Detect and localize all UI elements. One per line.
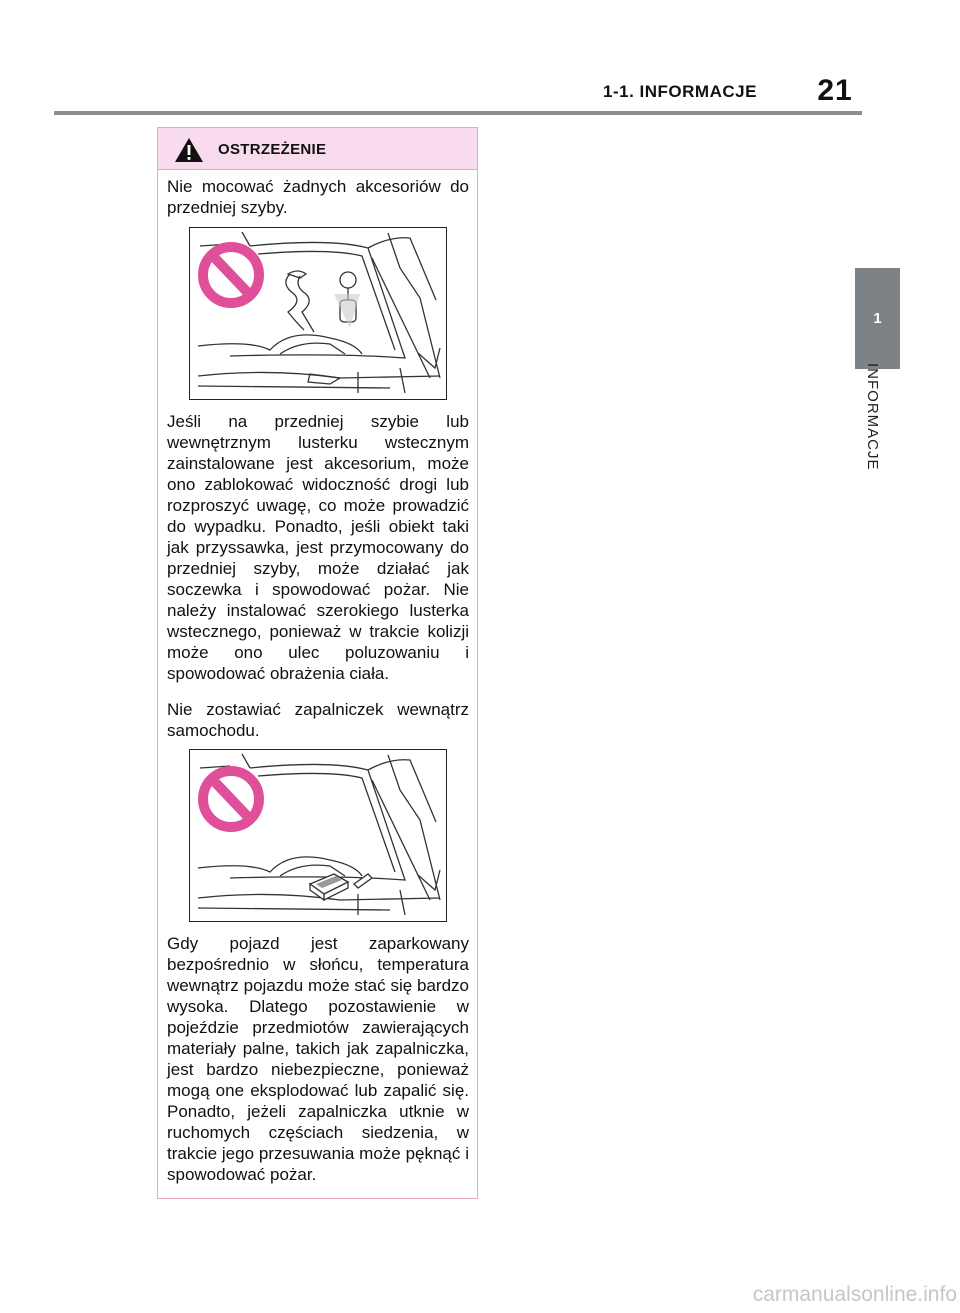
warning-intro: Nie mocować żadnych akcesoriów do przedniej szyby. <box>167 177 469 217</box>
chapter-label: INFORMACJE <box>864 363 881 471</box>
page-number: 21 <box>817 74 853 107</box>
warning-box <box>157 127 478 1199</box>
prohibited-icon <box>203 247 259 303</box>
warning-paragraph-1: Jeśli na przedniej szybie lub wewnętrznym lusterku wstecznym zainstalowane jest akcesorium, może ono zablokować widoczność drogi lub rozproszyć uwagę, co może prowadzić do wypadku. Ponadto, jeśli obiekt taki jak przyssawka, jest przymocowany do przedniej szyby, może działać jak soczewka i spowodować pożar. Nie należy instalować szerokiego lusterka wstecznego, ponieważ w trakcie kolizji może ono ulec poluzowaniu i spowodować obrażenia ciała. <box>167 412 469 683</box>
header-section-title: 1-1. INFORMACJE <box>603 82 757 101</box>
chapter-tab[interactable]: 1 <box>855 268 900 369</box>
watermark: carmanualsonline.info <box>752 1283 957 1306</box>
header-rule <box>54 111 862 115</box>
figure-lighter-in-car <box>189 749 447 922</box>
warning-triangle-icon <box>174 137 204 163</box>
warning-header <box>158 128 477 170</box>
warning-title: OSTRZEŻENIE <box>218 141 327 158</box>
warning-paragraph-2: Nie zostawiać zapalniczek wewnątrz samochodu. <box>167 700 469 740</box>
prohibited-icon <box>203 771 259 827</box>
figure-windshield-accessory <box>189 227 447 400</box>
warning-paragraph-3: Gdy pojazd jest zaparkowany bezpośrednio w słońcu, temperatura wewnątrz pojazdu może stać się bardzo wysoka. Dlatego pozostawienie w pojeździe przedmiotów zawierających materiały palne, takich jak zapalniczka, jest bardzo niebezpieczne, ponieważ mogą one eksplodować lub zapalić się. Ponadto, jeżeli zapalniczka utknie w ruchomych częściach siedzenia, w trakcie jego przesuwania może pęknąć i spowodować pożar. <box>167 934 469 1184</box>
